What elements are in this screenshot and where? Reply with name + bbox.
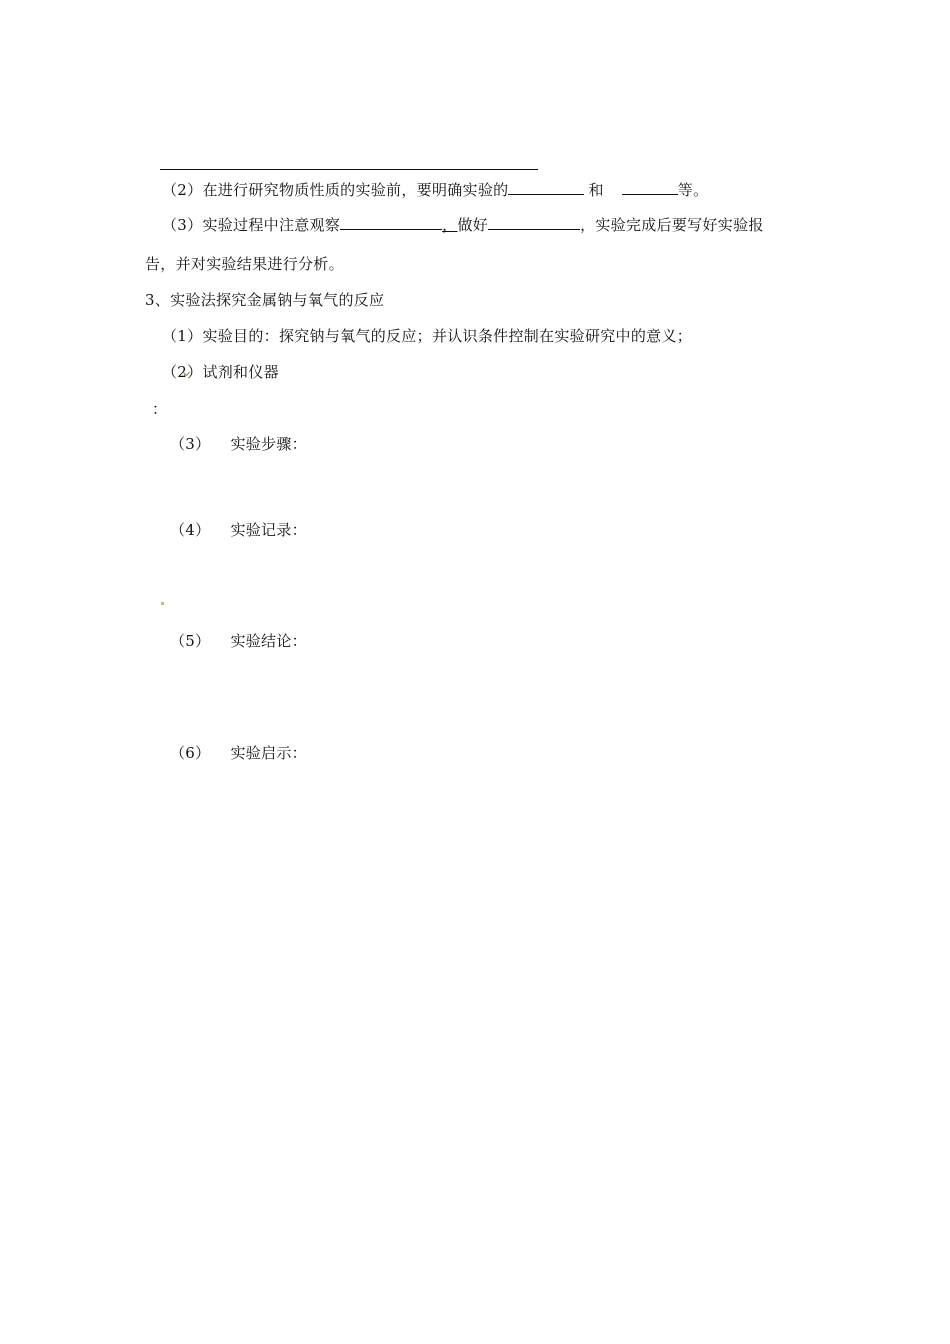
item3-suffix: ，实验完成后要写好实验报 — [580, 216, 764, 234]
item3-label: 实验步骤： — [230, 435, 307, 453]
item3-prefix: （3）实验过程中注意观察 — [162, 216, 341, 234]
item4-number: （4） — [170, 521, 211, 539]
item3-mid: 做好 — [457, 216, 489, 234]
answer-blank-4[interactable] — [488, 213, 580, 230]
green-dot-mark — [161, 602, 164, 605]
answer-blank-3[interactable] — [340, 213, 442, 230]
item2-prefix: （2）在进行研究物质性质的实验前，要明确实验的 — [162, 181, 509, 199]
item3-continuation: 告，并对实验结果进行分析。 — [145, 255, 344, 273]
item6-label: 实验启示： — [230, 744, 307, 762]
item2-and: 和 — [588, 181, 604, 199]
section3-item6 — [170, 743, 307, 763]
section3-item4 — [170, 520, 307, 540]
answer-blank-2[interactable] — [622, 178, 678, 195]
item5-number: （5） — [170, 632, 211, 650]
section3-item2: （2）试剂和仪器 — [162, 363, 279, 381]
item3-line — [162, 213, 764, 235]
item2-line — [162, 178, 708, 200]
section3-heading: 3、实验法探究金属钠与氧气的反应 — [145, 291, 385, 309]
item4-label: 实验记录： — [230, 521, 307, 539]
section3-item1: （1）实验目的：探究钠与氧气的反应；并认识条件控制在实验研究中的意义； — [162, 327, 693, 345]
item2-suffix: 等。 — [677, 181, 709, 199]
section3-item3 — [170, 434, 307, 454]
section3-item2-colon: ： — [152, 400, 168, 418]
answer-blank-1[interactable] — [508, 178, 584, 195]
item3-number: （3） — [170, 435, 211, 453]
top-fill-line — [160, 169, 538, 170]
section3-item5 — [170, 631, 307, 651]
item5-label: 实验结论： — [230, 632, 307, 650]
item3-comma: ， — [442, 216, 458, 234]
item6-number: （6） — [170, 744, 211, 762]
